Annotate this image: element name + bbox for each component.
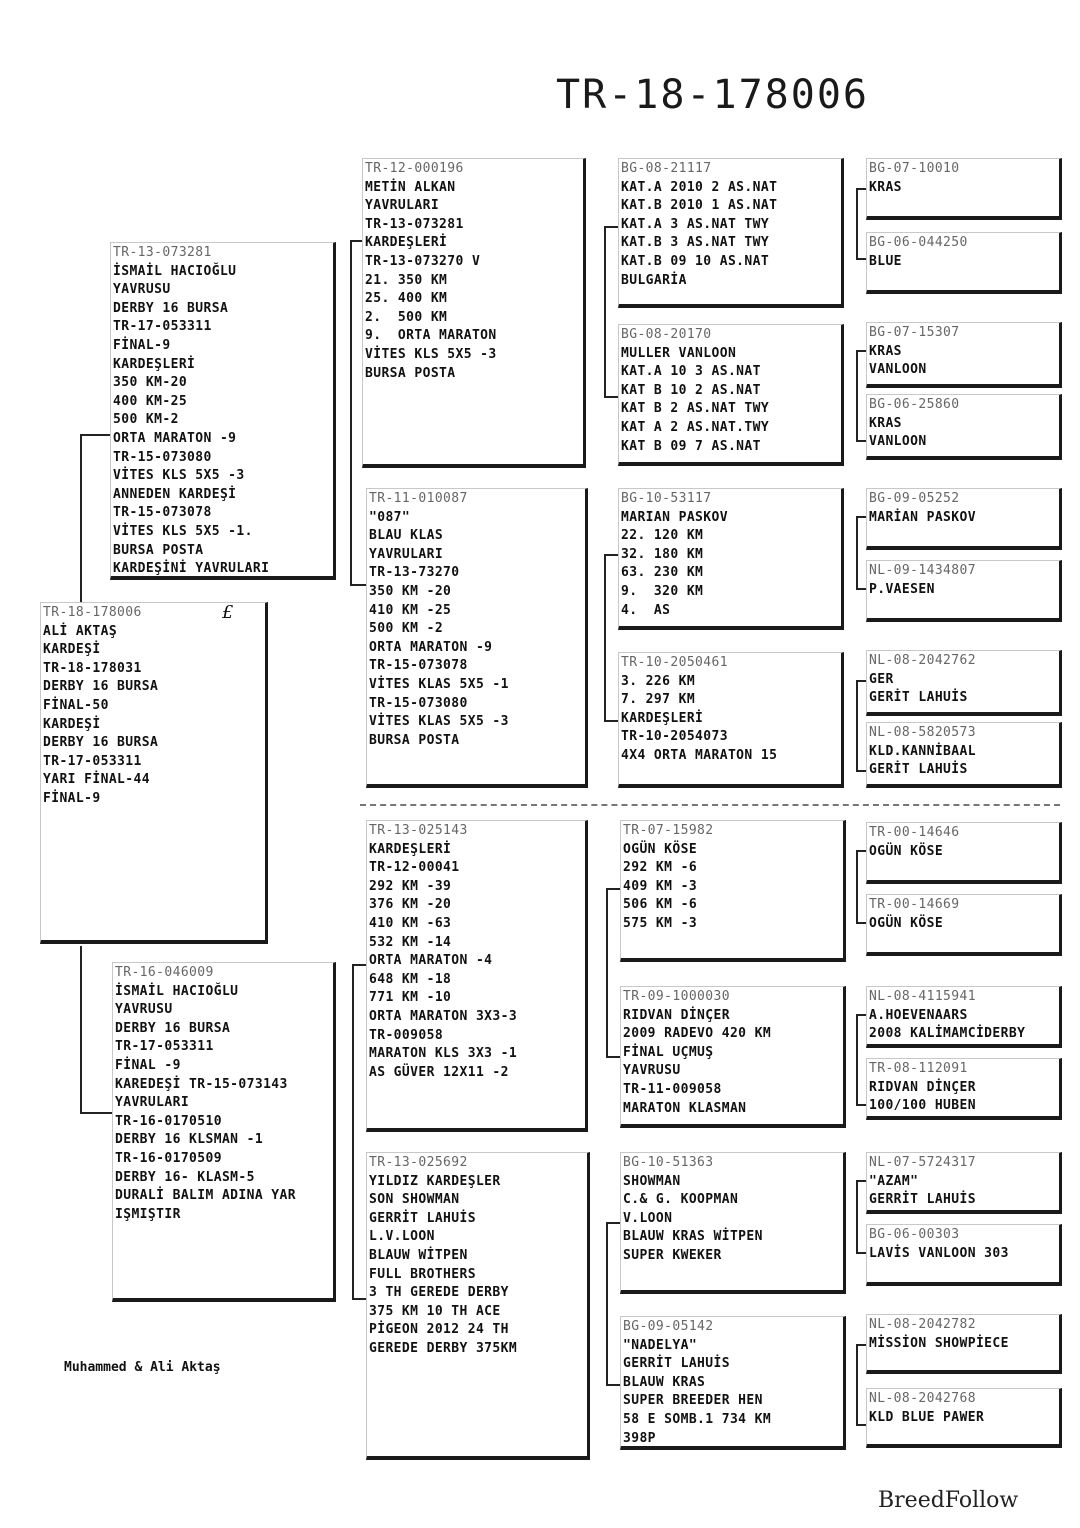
connector-h	[80, 434, 112, 436]
pedigree-line: RIDVAN DİNÇER	[623, 1007, 730, 1023]
pedigree-line: IŞMIŞTIR	[115, 1206, 181, 1222]
pedigree-line: KAT.A 2010 2 AS.NAT	[621, 179, 778, 195]
pigeon-box-main	[40, 602, 268, 944]
pedigree-line: TR-16-0170510	[115, 1113, 222, 1129]
pedigree-line: KLD BLUE PAWER	[869, 1409, 985, 1425]
pigeon-box-dss	[620, 820, 846, 962]
pedigree-line: RIDVAN DİNÇER	[869, 1079, 976, 1095]
pedigree-line: BULGARİA	[621, 272, 687, 288]
pedigree-line: KLD.KANNİBAAL	[869, 743, 976, 759]
pedigree-line: LAVİS VANLOON 303	[869, 1245, 1009, 1261]
pedigree-line: 292 KM -39	[369, 878, 452, 894]
pedigree-line: MİSSİON SHOWPİECE	[869, 1335, 1009, 1351]
pedigree-line: YAVRULARI	[115, 1095, 190, 1111]
ring-number: TR-11-010087	[369, 491, 468, 506]
pedigree-line: FİNAL UÇMUŞ	[623, 1044, 714, 1060]
pigeon-box-dam-dam	[366, 1152, 590, 1460]
connector-ds	[606, 888, 608, 1056]
pedigree-line: KAT A 2 AS.NAT.TWY	[621, 419, 770, 435]
pedigree-line: A.HOEVENAARS	[869, 1007, 968, 1023]
pedigree-line: PİGEON 2012 24 TH	[369, 1322, 509, 1338]
pedigree-line: YARI FİNAL-44	[43, 772, 150, 788]
pedigree-line: 350 KM-20	[113, 375, 188, 391]
pedigree-line: 3. 226 KM	[621, 673, 696, 689]
pedigree-line: "AZAM"	[869, 1173, 919, 1189]
connector-main-sire	[80, 434, 82, 616]
ring-number: NL-08-5820573	[869, 725, 976, 740]
pedigree-line: FİNAL-9	[43, 790, 101, 806]
pedigree-line: BURSA POSTA	[369, 732, 460, 748]
pedigree-line: VANLOON	[869, 362, 927, 378]
ring-number: TR-18-178006	[43, 605, 142, 620]
pedigree-line: TR-13-073270 V	[365, 253, 481, 269]
pedigree-line: TR-17-053311	[113, 319, 212, 335]
pigeon-box-g12	[866, 1058, 1062, 1120]
pigeon-box-ssd	[618, 324, 844, 466]
pigeon-box-sire-dam	[366, 488, 588, 788]
ring-number: NL-07-5724317	[869, 1155, 976, 1170]
pedigree-line: 409 KM -3	[623, 878, 698, 894]
pedigree-line: 63. 230 KM	[621, 565, 704, 581]
pigeon-box-ddd	[620, 1316, 846, 1450]
pedigree-line: TR-13-73270	[369, 565, 460, 581]
pedigree-line: VANLOON	[869, 434, 927, 450]
pigeon-box-g16	[866, 1388, 1062, 1448]
ring-number: TR-16-046009	[115, 965, 214, 980]
pedigree-line: 9. ORTA MARATON	[365, 328, 497, 344]
pigeon-box-g5	[866, 488, 1062, 550]
pedigree-line: 2008 KALİMAMCİDERBY	[869, 1026, 1026, 1042]
pigeon-box-g10	[866, 894, 1062, 956]
pedigree-line: OGÜN KÖSE	[869, 915, 944, 931]
pedigree-line: MARATON KLASMAN	[623, 1100, 747, 1116]
connector-ss	[604, 226, 606, 398]
pedigree-line: 398P	[623, 1430, 656, 1446]
pedigree-line: YAVRUSU	[623, 1063, 681, 1079]
connector-g	[856, 1180, 858, 1252]
connector-sd	[604, 554, 606, 722]
pedigree-line: 375 KM 10 TH ACE	[369, 1303, 501, 1319]
pedigree-line: OGÜN KÖSE	[623, 841, 698, 857]
connector-sire-parents	[350, 240, 352, 585]
connector-g	[856, 1014, 858, 1104]
pedigree-line: TR-13-073281	[365, 216, 464, 232]
pedigree-line: GERRİT LAHUİS	[869, 1192, 976, 1208]
pedigree-line: KAT B 2 AS.NAT TWY	[621, 401, 770, 417]
pedigree-line: 376 KM -20	[369, 897, 452, 913]
pedigree-line: MARİAN PASKOV	[869, 509, 976, 525]
pedigree-line: DERBY 16 KLSMAN -1	[115, 1132, 264, 1148]
pigeon-box-dds	[620, 1152, 846, 1294]
connector-h	[80, 1112, 114, 1114]
pedigree-line: KARDEŞLERİ	[621, 710, 704, 726]
ring-number: NL-08-2042768	[869, 1391, 976, 1406]
pedigree-line: TR-009058	[369, 1027, 444, 1043]
ring-number: NL-08-2042762	[869, 653, 976, 668]
pedigree-line: SUPER BREEDER HEN	[623, 1393, 763, 1409]
pedigree-line: KARDEŞİ	[43, 716, 101, 732]
ring-number: BG-09-05142	[623, 1319, 714, 1334]
pedigree-line: 292 KM -6	[623, 860, 698, 876]
brand-logo: BreedFollow	[878, 1488, 1019, 1513]
pigeon-box-g14	[866, 1224, 1062, 1286]
ring-number: TR-13-025143	[369, 823, 468, 838]
pedigree-line: C.& G. KOOPMAN	[623, 1192, 739, 1208]
pedigree-line: KARDEŞLERİ	[113, 356, 196, 372]
ring-number: TR-09-1000030	[623, 989, 730, 1004]
pedigree-line: KARDEŞLERİ	[369, 841, 452, 857]
pigeon-box-dsd	[620, 986, 846, 1128]
connector-g	[856, 1344, 858, 1424]
pedigree-line: DERBY 16- KLASM-5	[115, 1169, 255, 1185]
pedigree-line: KAT.A 3 AS.NAT TWY	[621, 216, 770, 232]
pedigree-line: İSMAİL HACIOĞLU	[113, 263, 237, 279]
pedigree-line: GEREDE DERBY 375KM	[369, 1340, 518, 1356]
section-divider	[360, 804, 1060, 806]
pedigree-line: YAVRULARI	[365, 198, 440, 214]
pedigree-line: KAT.B 09 10 AS.NAT	[621, 253, 770, 269]
pedigree-line: MARIAN PASKOV	[621, 509, 728, 525]
pedigree-line: SHOWMAN	[623, 1173, 681, 1189]
pedigree-line: TR-15-073078	[113, 505, 212, 521]
pedigree-line: 648 KM -18	[369, 971, 452, 987]
connector-g	[856, 350, 858, 440]
pedigree-line: TR-11-009058	[623, 1081, 722, 1097]
pedigree-line: KAT.B 3 AS.NAT TWY	[621, 235, 770, 251]
pedigree-line: 771 KM -10	[369, 990, 452, 1006]
handwritten-mark: £	[222, 602, 234, 623]
pedigree-line: VİTES KLAS 5X5 -3	[369, 714, 509, 730]
pedigree-line: "NADELYA"	[623, 1337, 698, 1353]
pedigree-line: YAVRUSU	[115, 1002, 173, 1018]
ring-number: TR-00-14646	[869, 825, 960, 840]
pedigree-line: 25. 400 KM	[365, 291, 448, 307]
pedigree-line: KAREDEŞİ TR-15-073143	[115, 1076, 288, 1092]
ring-number: TR-00-14669	[869, 897, 960, 912]
pedigree-line: TR-17-053311	[43, 753, 142, 769]
ring-number: BG-06-044250	[869, 235, 968, 250]
pedigree-line: DERBY 16 BURSA	[115, 1020, 231, 1036]
pedigree-line: DURALİ BALIM ADINA YAR	[115, 1188, 296, 1204]
pedigree-line: 532 KM -14	[369, 934, 452, 950]
pedigree-line: 400 KM-25	[113, 393, 188, 409]
pedigree-line: KAT B 10 2 AS.NAT	[621, 382, 761, 398]
pedigree-line: SUPER KWEKER	[623, 1247, 722, 1263]
pigeon-box-g3	[866, 322, 1062, 388]
pedigree-line: İSMAİL HACIOĞLU	[115, 983, 239, 999]
pigeon-box-dam	[112, 962, 336, 1302]
pedigree-line: KARDEŞİNİ YAVRULARI	[113, 561, 270, 577]
pedigree-line: METİN ALKAN	[365, 179, 456, 195]
ring-number: BG-07-15307	[869, 325, 960, 340]
pedigree-line: VİTES KLS 5X5 -1.	[113, 523, 253, 539]
pedigree-line: 350 KM -20	[369, 583, 452, 599]
ring-number: TR-10-2050461	[621, 655, 728, 670]
pedigree-line: TR-18-178031	[43, 660, 142, 676]
pedigree-line: "087"	[369, 509, 411, 525]
ring-number: NL-08-4115941	[869, 989, 976, 1004]
pedigree-line: BLAUW KRAS	[623, 1374, 706, 1390]
ring-number: NL-08-2042782	[869, 1317, 976, 1332]
pedigree-line: TR-15-073078	[369, 658, 468, 674]
pedigree-line: 410 KM -25	[369, 602, 452, 618]
pedigree-line: 100/100 HUBEN	[869, 1098, 976, 1114]
pedigree-line: 500 KM-2	[113, 412, 179, 428]
pedigree-line: VİTES KLS 5X5 -3	[113, 468, 245, 484]
connector-h	[350, 584, 366, 586]
pedigree-line: YILDIZ KARDEŞLER	[369, 1173, 501, 1189]
pedigree-line: KRAS	[869, 415, 902, 431]
connector-g	[856, 680, 858, 770]
pedigree-line: MULLER VANLOON	[621, 345, 737, 361]
pedigree-line: 506 KM -6	[623, 897, 698, 913]
ring-number: TR-13-025692	[369, 1155, 468, 1170]
ring-number: BG-06-25860	[869, 397, 960, 412]
pedigree-line: SON SHOWMAN	[369, 1192, 460, 1208]
pedigree-line: ORTA MARATON -4	[369, 953, 493, 969]
pedigree-line: AS GÜVER 12X11 -2	[369, 1064, 509, 1080]
pedigree-line: GERİT LAHUİS	[869, 762, 968, 778]
ring-number: TR-08-112091	[869, 1061, 968, 1076]
pedigree-line: KRAS	[869, 179, 902, 195]
pedigree-title: TR-18-178006	[556, 72, 869, 118]
pedigree-line: 9. 320 KM	[621, 583, 704, 599]
pedigree-line: BLAUW KRAS WİTPEN	[623, 1229, 763, 1245]
pedigree-line: FİNAL-50	[43, 697, 109, 713]
pigeon-box-g7	[866, 650, 1062, 716]
pedigree-line: 410 KM -63	[369, 915, 452, 931]
pigeon-box-g8	[866, 722, 1062, 788]
pedigree-line: ORTA MARATON -9	[113, 430, 237, 446]
pedigree-line: 4X4 ORTA MARATON 15	[621, 747, 778, 763]
pedigree-line: 58 E SOMB.1 734 KM	[623, 1411, 772, 1427]
pedigree-line: ANNEDEN KARDEŞİ	[113, 486, 237, 502]
pedigree-line: GERRİT LAHUİS	[369, 1210, 476, 1226]
pedigree-line: 21. 350 KM	[365, 272, 448, 288]
pedigree-line: 575 KM -3	[623, 915, 698, 931]
pedigree-line: KAT B 09 7 AS.NAT	[621, 438, 761, 454]
ring-number: BG-08-20170	[621, 327, 712, 342]
pedigree-line: KARDEŞLERİ	[365, 235, 448, 251]
pedigree-line: TR-10-2054073	[621, 729, 728, 745]
pedigree-line: YAVRUSU	[113, 282, 171, 298]
pedigree-line: GER	[869, 671, 894, 687]
pigeon-box-g11	[866, 986, 1062, 1048]
pedigree-line: KAT.A 10 3 AS.NAT	[621, 364, 761, 380]
pedigree-line: KAT.B 2010 1 AS.NAT	[621, 198, 778, 214]
pedigree-line: 22. 120 KM	[621, 528, 704, 544]
ring-number: BG-09-05252	[869, 491, 960, 506]
ring-number: TR-07-15982	[623, 823, 714, 838]
pedigree-line: ORTA MARATON -9	[369, 639, 493, 655]
pigeon-box-g15	[866, 1314, 1062, 1374]
pedigree-line: FİNAL-9	[113, 337, 171, 353]
pedigree-line: KRAS	[869, 343, 902, 359]
ring-number: TR-13-073281	[113, 245, 212, 260]
pedigree-line: 2. 500 KM	[365, 309, 448, 325]
pedigree-line: DERBY 16 BURSA	[43, 679, 159, 695]
pedigree-line: TR-12-00041	[369, 860, 460, 876]
connector-g	[856, 516, 858, 588]
pedigree-line: GERRİT LAHUİS	[623, 1356, 730, 1372]
pigeon-box-sire	[110, 242, 336, 580]
pedigree-line: 2009 RADEVO 420 KM	[623, 1026, 772, 1042]
pedigree-line: L.V.LOON	[369, 1229, 435, 1245]
pedigree-line: TR-16-0170509	[115, 1150, 222, 1166]
pigeon-box-dam-sire	[366, 820, 588, 1132]
ring-number: BG-06-00303	[869, 1227, 960, 1242]
pedigree-line: VİTES KLS 5X5 -3	[365, 346, 497, 362]
pedigree-line: DERBY 16 BURSA	[43, 735, 159, 751]
pedigree-line: FİNAL -9	[115, 1057, 181, 1073]
pedigree-line: V.LOON	[623, 1210, 673, 1226]
ring-number: BG-10-51363	[623, 1155, 714, 1170]
pigeon-box-g4	[866, 394, 1062, 460]
pedigree-line: 4. AS	[621, 602, 671, 618]
pedigree-line: 7. 297 KM	[621, 692, 696, 708]
ring-number: BG-08-21117	[621, 161, 712, 176]
connector-g	[856, 188, 858, 260]
pigeon-box-g9	[866, 822, 1062, 884]
pedigree-line: ALİ AKTAŞ	[43, 623, 118, 639]
ring-number: BG-07-10010	[869, 161, 960, 176]
pedigree-line: TR-15-073080	[113, 449, 212, 465]
pigeon-box-g13	[866, 1152, 1062, 1214]
connector-dam-parents	[352, 964, 354, 1298]
pedigree-line: BLAU KLAS	[369, 528, 444, 544]
ring-number: NL-09-1434807	[869, 563, 976, 578]
connector-main-dam	[80, 946, 82, 1114]
pigeon-box-sdd	[618, 652, 844, 788]
pedigree-line: TR-17-053311	[115, 1039, 214, 1055]
connector-g	[856, 850, 858, 922]
pedigree-line: VİTES KLAS 5X5 -1	[369, 676, 509, 692]
pedigree-line: GERİT LAHUİS	[869, 690, 968, 706]
pedigree-line: OGÜN KÖSE	[869, 843, 944, 859]
pedigree-line: TR-15-073080	[369, 695, 468, 711]
pigeon-box-sds	[618, 488, 844, 630]
pedigree-line: FULL BROTHERS	[369, 1266, 476, 1282]
pedigree-line: BLUE	[869, 253, 902, 269]
pedigree-line: KARDEŞİ	[43, 642, 101, 658]
pedigree-line: P.VAESEN	[869, 581, 935, 597]
pigeon-box-g2	[866, 232, 1062, 294]
pedigree-line: 32. 180 KM	[621, 546, 704, 562]
pedigree-line: ORTA MARATON 3X3-3	[369, 1008, 518, 1024]
ring-number: TR-12-000196	[365, 161, 464, 176]
pedigree-line: BURSA POSTA	[113, 542, 204, 558]
ring-number: BG-10-53117	[621, 491, 712, 506]
connector-dd	[606, 1222, 608, 1386]
pedigree-line: 3 TH GEREDE DERBY	[369, 1285, 509, 1301]
pigeon-box-sire-sire	[362, 158, 586, 468]
pedigree-line: BURSA POSTA	[365, 365, 456, 381]
pedigree-line: YAVRULARI	[369, 546, 444, 562]
pigeon-box-g6	[866, 560, 1062, 622]
pedigree-line: MARATON KLS 3X3 -1	[369, 1046, 518, 1062]
pedigree-line: BLAUW WİTPEN	[369, 1247, 468, 1263]
pedigree-line: DERBY 16 BURSA	[113, 300, 229, 316]
owner-signature: Muhammed & Ali Aktaş	[64, 1360, 221, 1375]
pedigree-line: 500 KM -2	[369, 621, 444, 637]
pigeon-box-g1	[866, 158, 1062, 220]
pigeon-box-sss	[618, 158, 844, 308]
